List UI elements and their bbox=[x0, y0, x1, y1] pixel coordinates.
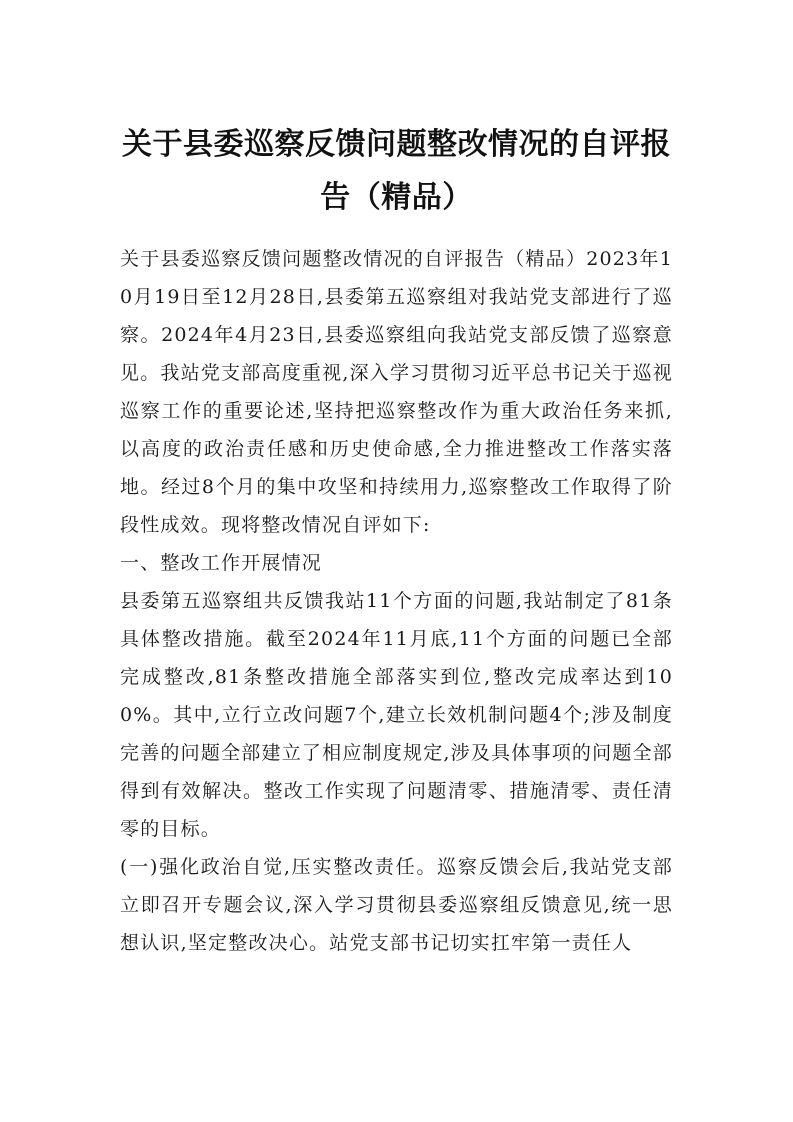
section-heading: 一、整改工作开展情况 bbox=[120, 552, 323, 574]
subsection-paragraph: (一)强化政治自觉,压实整改责任。巡察反馈会后,我站党支部立即召开专题会议,深入学习贯彻县委巡察组反馈意见,统一思想认识,坚定整改决心。站党支部书记切实扛牢第一责任人 bbox=[120, 856, 673, 954]
document-body bbox=[120, 240, 673, 962]
intro-paragraph: 关于县委巡察反馈问题整改情况的自评报告（精品）2023年10月19日至12月28日,县委第五巡察组对我站党支部进行了巡察。2024年4月23日,县委巡察组向我站党支部反馈了巡察意见。我站党支部高度重视,深入学习贯彻习近平总书记关于巡视巡察工作的重要论述,坚持把巡察整改作为重大政治任务来抓,以高度的政治责任感和历史使命感,全力推进整改工作落实落地。经过8个月的集中攻坚和持续用力,巡察整改工作取得了阶段性成效。现将整改情况自评如下: bbox=[120, 248, 673, 536]
document-title: 关于县委巡察反馈问题整改情况的自评报告（精品） bbox=[122, 127, 671, 215]
section-paragraph: 县委第五巡察组共反馈我站11个方面的问题,我站制定了81条具体整改措施。截至2024年11月底,11个方面的问题已全部完成整改,81条整改措施全部落实到位,整改完成率达到100%。其中,立行立改问题7个,建立长效机制问题4个;涉及制度完善的问题全部建立了相应制度规定,涉及具体事项的问题全部得到有效解决。整改工作实现了问题清零、措施清零、责任清零的目标。 bbox=[120, 590, 673, 840]
